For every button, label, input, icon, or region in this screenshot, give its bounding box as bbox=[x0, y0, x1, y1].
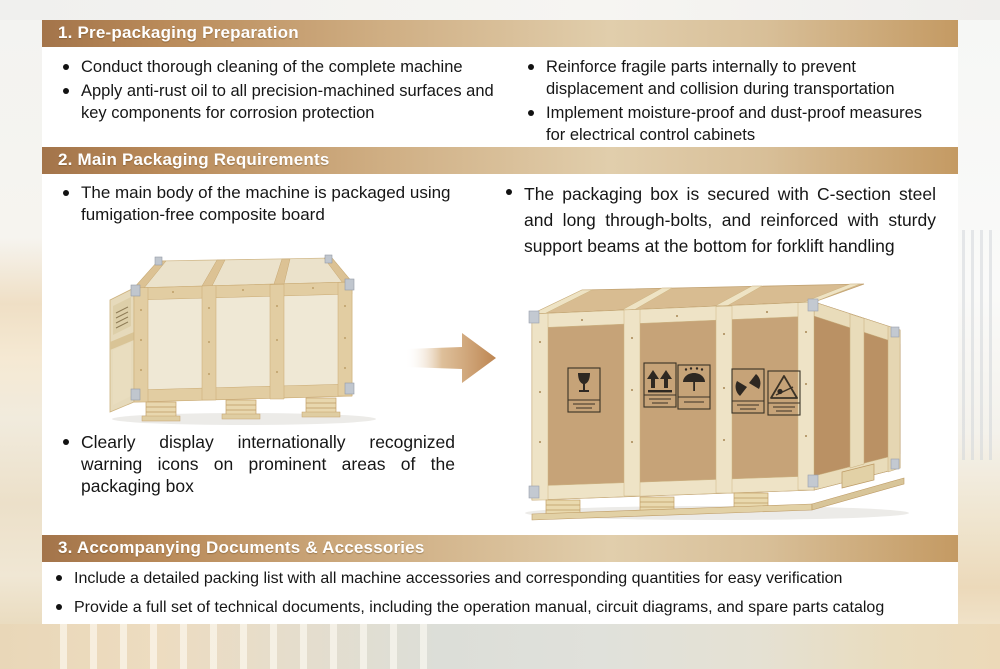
section-3-title: 3. Accompanying Documents & Accessories bbox=[58, 538, 425, 557]
bullet-dot bbox=[528, 110, 534, 116]
bullet-dot bbox=[56, 575, 62, 581]
bullet-text: Include a detailed packing list with all machine accessories and corresponding quantities for easy verification bbox=[74, 570, 843, 587]
bullet-dot bbox=[506, 189, 512, 195]
bullet-dot bbox=[56, 604, 62, 610]
section-3-list bbox=[56, 567, 936, 619]
background-photo-left bbox=[0, 20, 42, 624]
bullet-item bbox=[56, 567, 936, 590]
bullet-item bbox=[63, 431, 455, 497]
section-1-right-column bbox=[528, 56, 932, 146]
section-2-title: 2. Main Packaging Requirements bbox=[58, 150, 330, 169]
bullet-text: The packaging box is secured with C-section steel and long through-bolts, and reinforced with sturdy support beams at the bottom for forklift handling bbox=[524, 184, 936, 256]
background-photo-bottom bbox=[0, 624, 1000, 669]
bullet-text: Apply anti-rust oil to all precision-machined surfaces and key components for corrosion protection bbox=[81, 82, 494, 122]
bullet-dot bbox=[63, 88, 69, 94]
bullet-text: The main body of the machine is packaged using fumigation-free composite board bbox=[81, 183, 451, 224]
bullet-text: Clearly display internationally recognized warning icons on prominent areas of the packaging box bbox=[81, 432, 455, 496]
bullet-text: Implement moisture-proof and dust-proof measures for electrical control cabinets bbox=[546, 104, 923, 144]
background-photo-top bbox=[0, 0, 1000, 20]
bullet-item bbox=[528, 102, 932, 146]
bullet-dot bbox=[528, 64, 534, 70]
section-3-header bbox=[42, 535, 958, 562]
section-1-title: 1. Pre-packaging Preparation bbox=[58, 23, 299, 42]
bullet-item bbox=[63, 80, 505, 124]
bullet-dot bbox=[63, 190, 69, 196]
bullet-item bbox=[63, 182, 483, 226]
bullet-item bbox=[528, 56, 932, 100]
bullet-item bbox=[56, 596, 936, 619]
section-1-left-column bbox=[63, 56, 505, 124]
bullet-dot bbox=[63, 439, 69, 445]
bullet-item bbox=[506, 181, 936, 259]
bullet-item bbox=[63, 56, 505, 78]
section-1-header bbox=[42, 20, 958, 47]
bullet-dot bbox=[63, 64, 69, 70]
section-2-header bbox=[42, 147, 958, 174]
background-photo-right bbox=[958, 20, 1000, 624]
bullet-text: Provide a full set of technical documents, including the operation manual, circuit diagrams, and spare parts catalog bbox=[74, 599, 885, 616]
bullet-text: Conduct thorough cleaning of the complete machine bbox=[81, 58, 463, 76]
bullet-text: Reinforce fragile parts internally to prevent displacement and collision during transportation bbox=[546, 58, 895, 98]
